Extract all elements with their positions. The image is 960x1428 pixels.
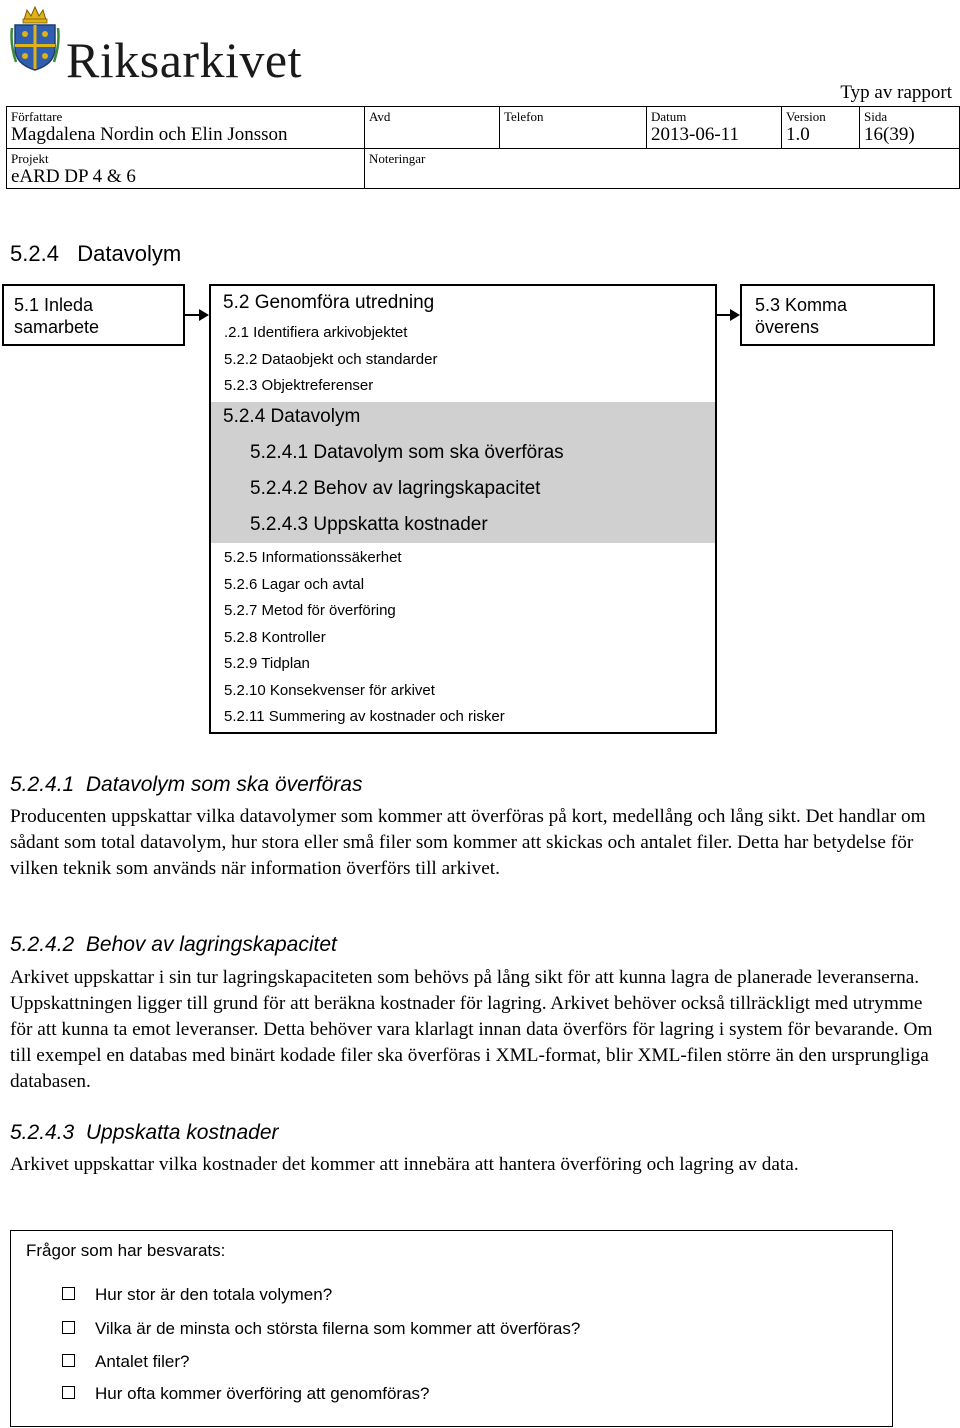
dept-label: Avd [369,109,391,124]
organization-name: Riksarkivet [66,32,303,88]
project-cell [7,149,365,189]
arrow-head-right-icon [730,309,740,321]
question-text: Hur ofta kommer överföring att genomföras? [95,1384,430,1403]
project-value: eARD DP 4 & 6 [11,166,136,187]
subsection-heading: 5.2.4.1 Datavolym som ska överföras [10,773,363,796]
step-item: 5.2.7 Metod för överföring [224,602,396,619]
report-type: Typ av rapport [840,82,952,103]
step-item: 5.2.10 Konsekvenser för arkivet [224,682,435,699]
process-step-right-box [740,284,935,346]
main-box-title: 5.2 Genomföra utredning [223,292,435,313]
question-text: Vilka är de minsta och största filerna som kommer att överföras? [95,1319,581,1338]
coat-of-arms-logo [10,4,60,72]
section-title: 5.2.4 Datavolym [10,241,182,266]
phone-label: Telefon [504,109,544,124]
step-item: 5.2.2 Dataobjekt och standarder [224,351,438,368]
checkbox-icon [62,1354,75,1367]
step-item: 5.2.8 Kontroller [224,629,326,646]
phone-cell [500,107,647,149]
author-value: Magdalena Nordin och Elin Jonsson [11,124,288,145]
subsection-paragraph: Producenten uppskattar vilka datavolymer som kommer att överföras på kort, medellång och lång sikt. Det handlar om sådant som total datavolym, hur stora eller små filer som kommer att skickas och antalet filer. Detta har betydelse för vilken teknik som används när information överförs till arkivet. [10,806,926,879]
highlight-step: 5.2.4.1 Datavolym som ska överföras [250,442,564,463]
subsection-heading: 5.2.4.3 Uppskatta kostnader [10,1121,279,1144]
question-text: Hur stor är den totala volymen? [95,1285,333,1304]
version-label: Version [786,109,826,124]
question-text: Antalet filer? [95,1352,190,1371]
left-box-label: 5.1 Inleda samarbete [14,295,100,337]
date-cell [647,107,782,149]
step-item: 5.2.5 Informationssäkerhet [224,549,402,566]
highlight-title: 5.2.4 Datavolym [223,406,361,427]
checkbox-icon [62,1287,75,1300]
version-value: 1.0 [786,124,810,145]
date-value: 2013-06-11 [651,124,739,145]
subsection-paragraph: Arkivet uppskattar vilka kostnader det kommer att innebära att hantera överföring och lagring av data. [10,1154,799,1175]
questions-title: Frågor som har besvarats: [26,1241,226,1260]
page-value: 16(39) [864,124,915,145]
subsection-paragraph: Arkivet uppskattar i sin tur lagringskapaciteten som behövs på lång sikt för att kunna lagra de planerade leveranserna. Uppskattningen ligger till grund för att beräkna kostnader för lagring. Arkivet behöver också tillräckligt med utrymme för att kunna ta emot leveranser. Detta behöver vara klarlagt innan data överförs för lagring i system för bevarande. Om till exempel en databas med binärt kodade filer ska överföras i XML-format, blir XML-filen större än den ursprungliga databasen. [10,967,933,1092]
page-cell [860,107,960,149]
step-item: 5.2.11 Summering av kostnader och risker [224,708,505,725]
date-label: Datum [651,109,687,124]
notes-cell [365,149,960,189]
author-label: Författare [11,109,63,124]
step-item: 5.2.6 Lagar och avtal [224,576,365,593]
notes-label: Noteringar [369,151,426,166]
highlight-step: 5.2.4.3 Uppskatta kostnader [250,514,488,535]
document-metadata-table [6,106,960,189]
step-item: .2.1 Identifiera arkivobjektet [224,324,408,341]
project-label: Projekt [11,151,49,166]
version-cell [782,107,860,149]
arrow-head-left-icon [199,309,209,321]
step-item: 5.2.9 Tidplan [224,655,310,672]
checkbox-icon [62,1321,75,1334]
checkbox-icon [62,1386,75,1399]
dept-cell [365,107,500,149]
subsection-heading: 5.2.4.2 Behov av lagringskapacitet [10,933,337,956]
page-label: Sida [864,109,888,124]
highlight-step: 5.2.4.2 Behov av lagringskapacitet [250,478,541,499]
step-item: 5.2.3 Objektreferenser [224,377,374,394]
author-cell [7,107,365,149]
right-box-label: 5.3 Komma överens [755,295,848,337]
process-step-left-box [2,284,185,346]
